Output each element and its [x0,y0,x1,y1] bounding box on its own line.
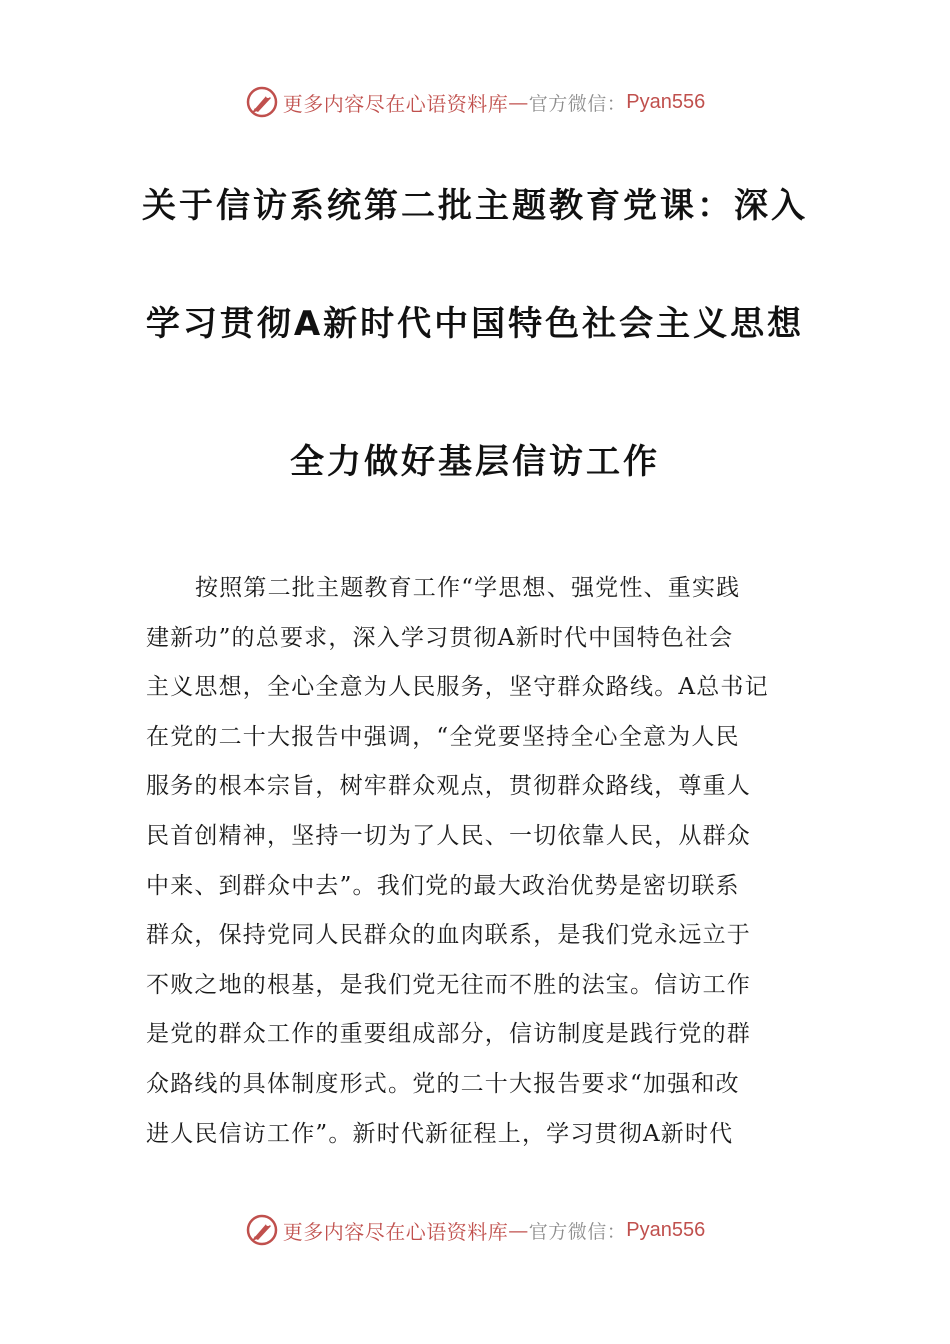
body-line: 不败之地的根基，是我们党无往而不胜的法宝。信访工作 [146,971,751,998]
banner-account-id: Pyan556 [626,1218,706,1241]
body-line: 服务的根本宗旨，树牢群众观点，贯彻群众路线，尊重人 [146,773,751,800]
banner-official-label: 官方微信： [528,1220,627,1243]
body-line: 建新功”的总要求，深入学习贯彻A新时代中国特色社会 [146,624,734,651]
banner-account-id: Pyan556 [626,90,706,113]
document-title-line-1: 关于信访系统第二批主题教育党课：深入 [142,186,808,226]
body-line: 众路线的具体制度形式。党的二十大报告要求“加强和改 [146,1070,740,1097]
pen-nib-logo-icon [245,85,279,119]
body-line: 在党的二十大报告中强调，“全党要坚持全心全意为人民 [146,723,740,750]
document-title-line-2: 学习贯彻A新时代中国特色社会主义思想 [145,304,805,344]
body-line: 主义思想，全心全意为人民服务，坚守群众路线。A总书记 [146,674,769,701]
pen-nib-logo-icon [245,1213,279,1247]
body-line: 中来、到群众中去”。我们党的最大政治优势是密切联系 [146,872,740,899]
body-line: 群众，保持党同人民群众的血肉联系，是我们党永远立于 [146,922,751,949]
banner-separator: — [508,90,529,114]
header-watermark-banner [0,82,950,122]
body-paragraph [146,568,806,1163]
footer-watermark-banner [0,1210,950,1250]
banner-text: 更多内容尽在心语资料库 [282,91,509,116]
body-line: 民首创精神，坚持一切为了人民、一切依靠人民，从群众 [146,822,751,849]
banner-text: 更多内容尽在心语资料库 [282,1219,509,1244]
body-line: 进人民信访工作”。新时代新征程上，学习贯彻A新时代 [146,1120,734,1147]
document-title-line-3: 全力做好基层信访工作 [290,442,660,482]
body-line: 按照第二批主题教育工作“学思想、强党性、重实践 [195,575,741,601]
banner-official-label: 官方微信： [528,92,627,115]
body-line: 是党的群众工作的重要组成部分，信访制度是践行党的群 [146,1021,751,1048]
banner-separator: — [508,1218,529,1242]
